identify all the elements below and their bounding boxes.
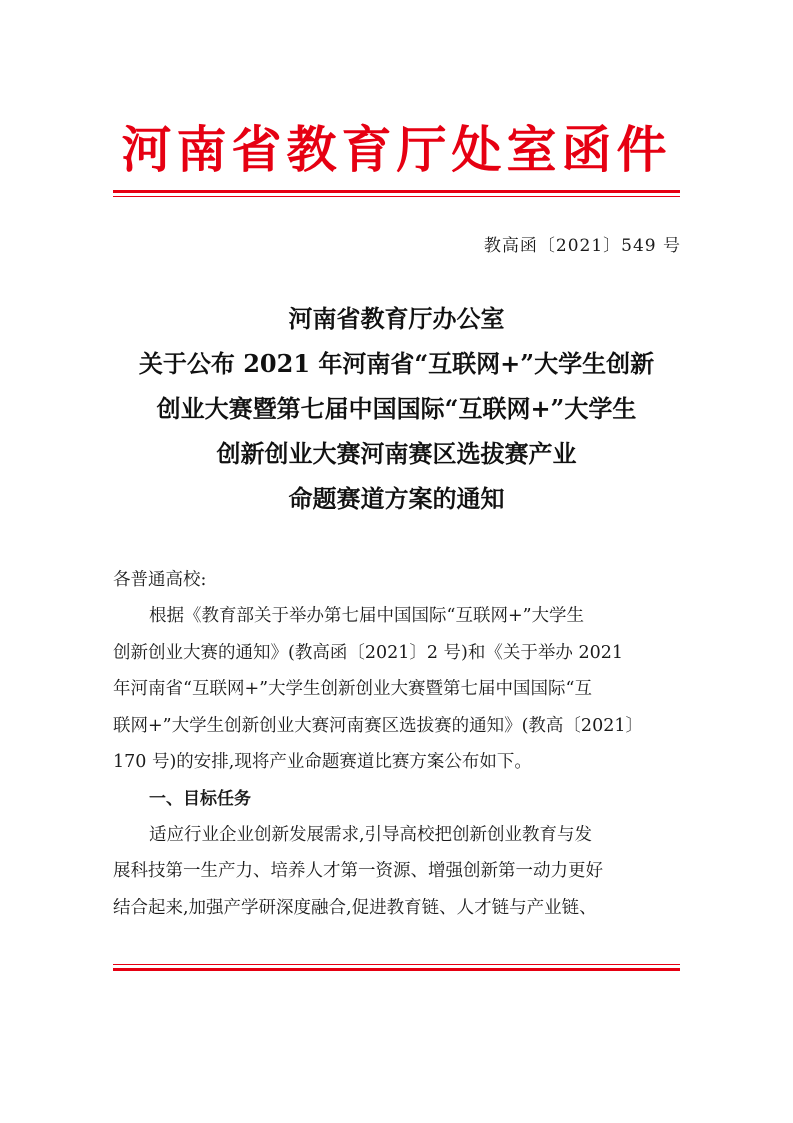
title-line: 创新创业大赛河南赛区选拔赛产业 xyxy=(216,439,577,468)
document-body xyxy=(113,565,688,929)
masthead-title: 河南省教育厅处室函件 xyxy=(121,120,672,179)
notice-title xyxy=(100,296,693,521)
masthead-rule-thin xyxy=(113,196,680,197)
footer-rule-thick xyxy=(113,968,680,971)
masthead-rule-thick xyxy=(113,190,680,193)
paragraph-line: 根据《教育部关于举办第七届中国国际“互联网+”大学生 xyxy=(149,606,585,626)
document-number: 教高函〔2021〕549 号 xyxy=(483,236,681,256)
paragraph-line: 适应行业企业创新发展需求,引导高校把创新创业教育与发 xyxy=(149,824,593,845)
paragraph-basis xyxy=(113,601,688,777)
paragraph-line: 结合起来,加强产学研深度融合,促进教育链、人才链与产业链、 xyxy=(113,897,597,918)
title-line: 关于公布 2021 年河南省“互联网+”大学生创新 xyxy=(138,349,655,378)
section-heading: 一、目标任务 xyxy=(149,788,251,809)
paragraph-objectives xyxy=(113,820,688,923)
footer-rule-thin xyxy=(113,964,680,965)
paragraph-line: 联网+”大学生创新创业大赛河南赛区选拔赛的通知》(教高〔2021〕 xyxy=(113,715,643,736)
paragraph-line: 展科技第一生产力、培养人才第一资源、增强创新第一动力更好 xyxy=(113,861,603,881)
paragraph-line: 创新创业大赛的通知》(教高函〔2021〕2 号)和《关于举办 2021 xyxy=(113,642,623,663)
salutation: 各普通高校: xyxy=(113,570,207,590)
title-line: 命题赛道方案的通知 xyxy=(288,484,505,513)
paragraph-line: 170 号)的安排,现将产业命题赛道比赛方案公布如下。 xyxy=(113,752,532,772)
paragraph-line: 年河南省“互联网+”大学生创新创业大赛暨第七届中国国际“互 xyxy=(113,679,593,699)
title-line: 河南省教育厅办公室 xyxy=(288,304,505,333)
title-line: 创业大赛暨第七届中国国际“互联网+”大学生 xyxy=(156,394,637,423)
